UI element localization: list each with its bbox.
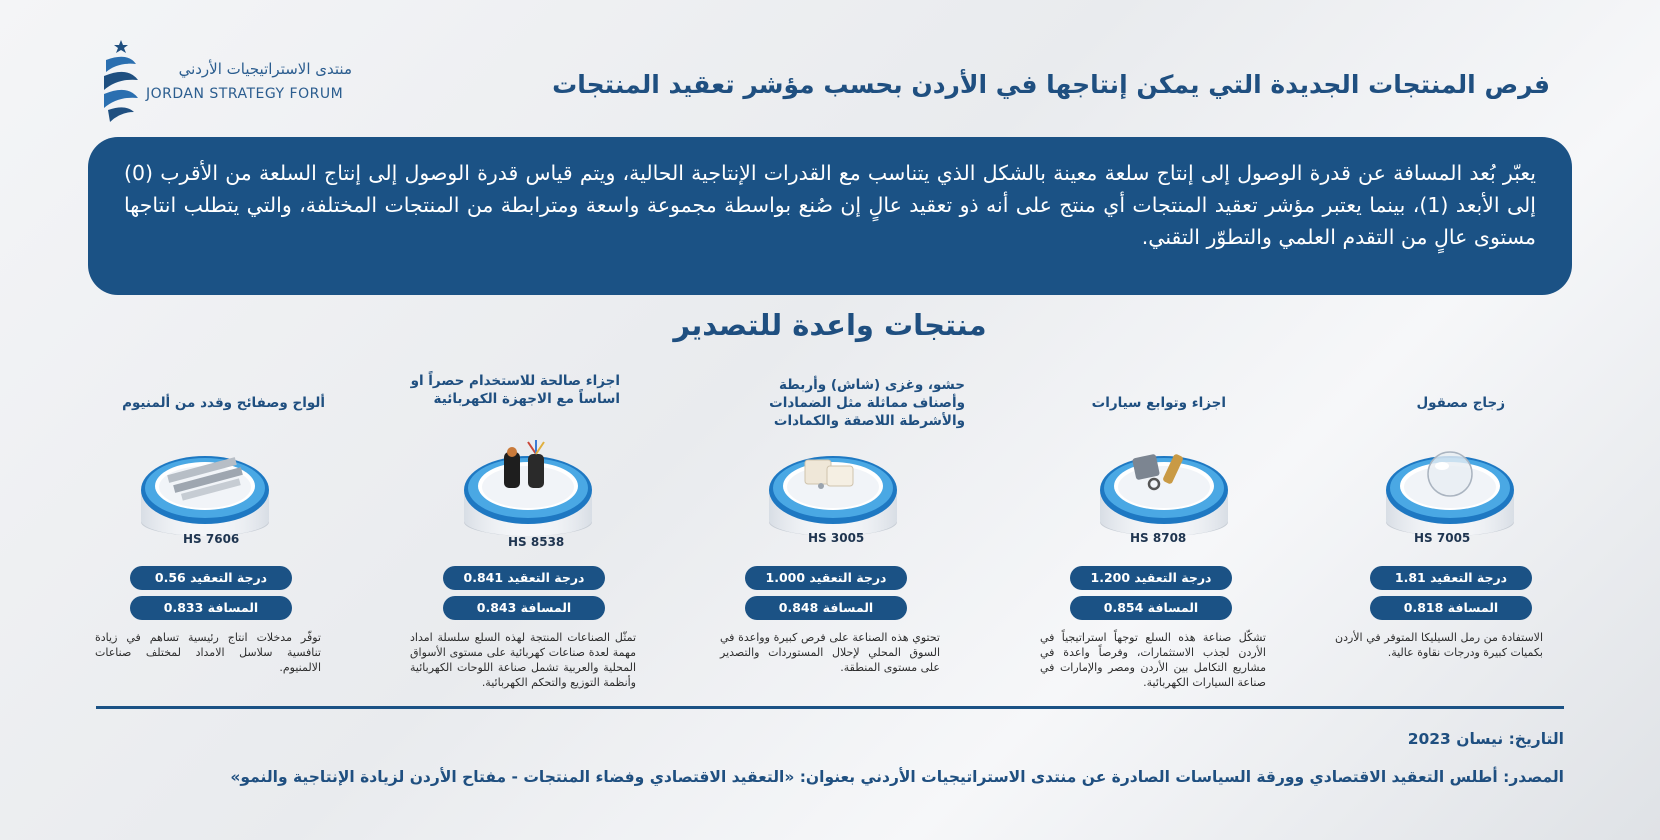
source-text: المصدر: أطلس التعقيد الاقتصادي وورقة السياسات الصادرة عن منتدى الاستراتيجيات الأردني بعنوان: «التعقيد الاقتصادي وفضاء المنتجات - مفتاح الأردن لزيادة الإنتاجية والنمو»	[230, 768, 1564, 786]
complexity-badge: درجة التعقيد 1.81	[1370, 566, 1532, 590]
complexity-badge: درجة التعقيد 1.000	[745, 566, 907, 590]
section-title: منتجات واعدة للتصدير	[673, 308, 987, 342]
product-name: اجزاء صالحة للاستخدام حصراً او اساساً مع الاجهزة الكهربائية	[410, 373, 620, 407]
product-description: توفّر مدخلات انتاج رئيسية تساهم في زيادة تنافسية سلاسل الامداد لمختلف صناعات الالمنيوم.	[95, 631, 321, 674]
distance-badge: المسافة 0.854	[1070, 596, 1232, 620]
hs-code: HS 7005	[1414, 531, 1471, 545]
distance-badge: المسافة 0.843	[443, 596, 605, 620]
product-description: الاستفادة من رمل السيليكا المتوفر في الأردن بكميات كبيرة ودرجات نقاوة عالية.	[1335, 631, 1543, 659]
hs-code: HS 8708	[1130, 531, 1187, 545]
complexity-badge: درجة التعقيد 0.56	[130, 566, 292, 590]
complexity-badge: درجة التعقيد 1.200	[1070, 566, 1232, 590]
product-card-glass	[1335, 0, 1570, 840]
date-text: التاريخ: نيسان 2023	[1407, 730, 1564, 748]
bandage-icon	[765, 440, 901, 540]
product-name: اجزاء وتوابع سيارات	[1091, 395, 1226, 411]
product-name: حشو، وغزى (شاش) وأربطة وأصناف مماثلة مثل الضمادات والأشرطة اللاصقة والكمادات	[769, 377, 965, 429]
product-card-car-parts	[1040, 0, 1270, 840]
logo-arabic-text: منتدى الاستراتيجيات الأردني	[178, 60, 352, 78]
car-parts-icon	[1096, 440, 1232, 540]
product-description: تحتوي هذه الصناعة على فرص كبيرة وواعدة في السوق المحلي لإحلال المستوردات والتصدير على مستوى المنطقة.	[720, 631, 940, 674]
product-description: تشكّل صناعة هذه السلع توجهاً استراتيجياً في الأردن لجذب الاستثمارات، وفرصاً واعدة في مشاريع التكامل بين الأردن ومصر والإمارات في صناعة السيارات الكهربائية.	[1040, 631, 1266, 689]
complexity-badge: درجة التعقيد 0.841	[443, 566, 605, 590]
intro-text-box: يعبّر بُعد المسافة عن قدرة الوصول إلى إنتاج سلعة معينة بالشكل الذي يتناسب مع القدرات الإنتاجية الحالية، ويتم قياس قدرة الوصول إلى إنتاج السلعة من الأقرب (0) إلى الأبعد (1)، بينما يعتبر مؤشر تعقيد المنتجات أي منتج على أنه ذو تعقيد عالٍ إن صُنع بواسطة مجموعة واسعة ومترابطة من المنتجات المختلفة، والتي يتطلب انتاجها مستوى عالٍ من التقدم العلمي والتطوّر التقني.	[88, 137, 1572, 295]
product-name: زجاج مصقول	[1416, 395, 1505, 411]
hs-code: HS 7606	[183, 532, 240, 546]
product-card-aluminium	[95, 0, 325, 840]
electric-cable-icon	[460, 440, 596, 540]
distance-badge: المسافة 0.833	[130, 596, 292, 620]
glass-sphere-icon	[1382, 440, 1518, 540]
product-description: تمثّل الصناعات المنتجة لهذه السلع سلسلة امداد مهمة لعدة صناعات كهربائية على مستوى الأسواق المحلية والعربية تشمل صناعة اللوحات الكهربائية وأنظمة التوزيع والتحكم الكهربائية.	[410, 631, 636, 689]
product-card-electrical-parts	[410, 0, 640, 840]
product-card-bandages	[720, 0, 965, 840]
product-name: ألواح وصفائح وقدد من ألمنيوم	[122, 395, 325, 411]
logo-english-text: JORDAN STRATEGY FORUM	[146, 86, 344, 102]
hs-code: HS 8538	[508, 535, 565, 549]
distance-badge: المسافة 0.818	[1370, 596, 1532, 620]
distance-badge: المسافة 0.848	[745, 596, 907, 620]
footer-divider	[96, 706, 1564, 709]
aluminium-profile-icon	[137, 440, 273, 540]
page-title: فرص المنتجات الجديدة التي يمكن إنتاجها في الأردن بحسب مؤشر تعقيد المنتجات	[552, 70, 1550, 99]
hs-code: HS 3005	[808, 531, 865, 545]
